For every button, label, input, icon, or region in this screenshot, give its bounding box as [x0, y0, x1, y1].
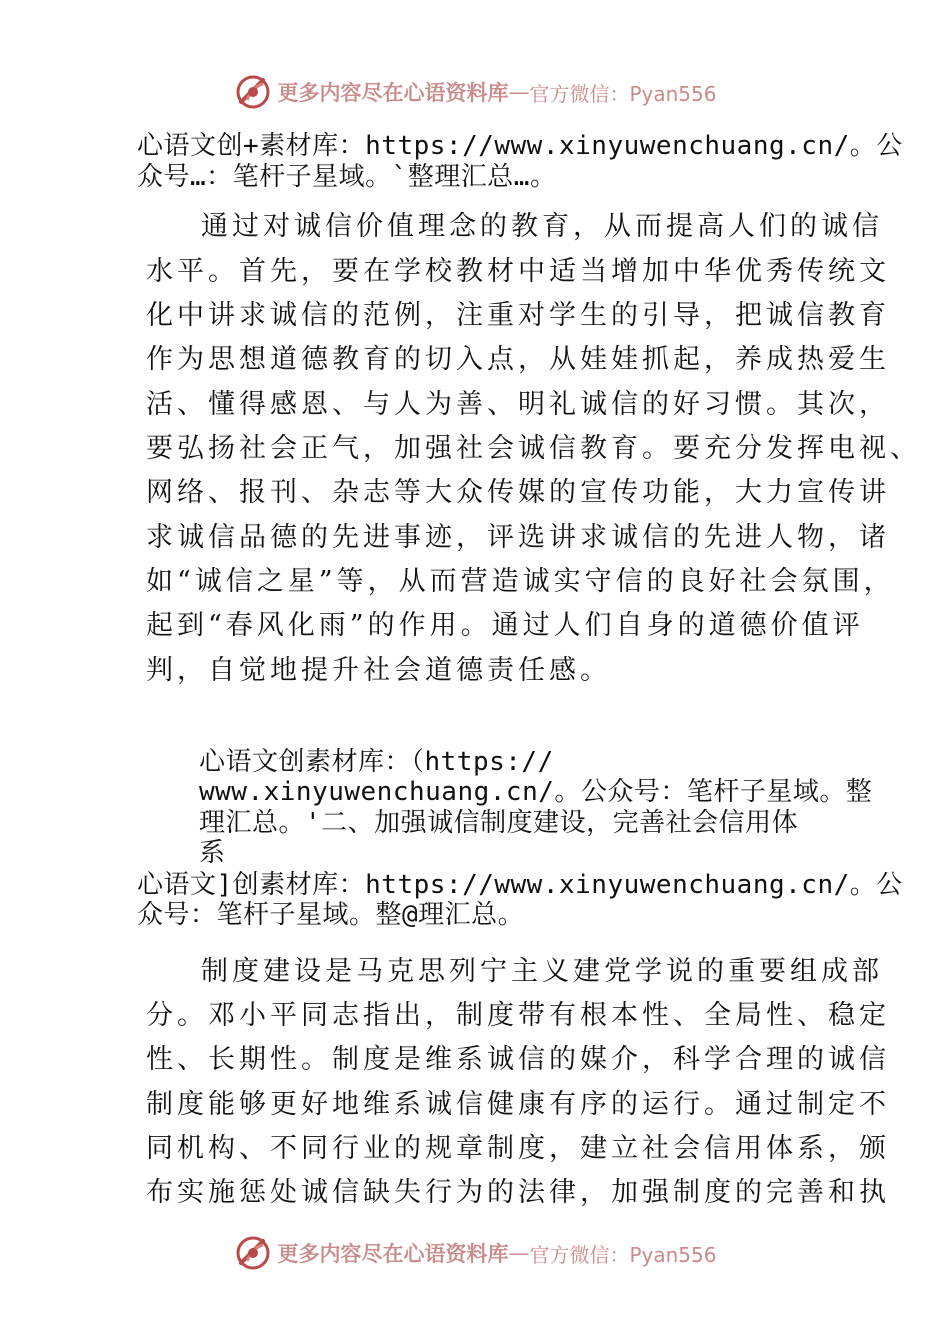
note-line: 众号：笔杆子星域。整@理汇总。 [137, 900, 525, 930]
paragraph-line: 制度建设是马克思列宁主义建党学说的重要组成部 [201, 956, 883, 987]
paragraph-line: 布实施惩处诚信缺失行为的法律，加强制度的完善和执 [146, 1177, 890, 1208]
paragraph-line: 同机构、不同行业的规章制度，建立社会信用体系，颁 [146, 1133, 890, 1164]
paragraph-line: 通过对诚信价值理念的教育，从而提高人们的诚信 [201, 211, 883, 242]
banner-wechat: 官方微信：Pyan556 [529, 1242, 717, 1267]
paragraph-line: 要弘扬社会正气，加强社会诚信教育。要充分发挥电视、 [146, 433, 921, 464]
note-line: 理汇总。'二、加强诚信制度建设，完善社会信用体 [199, 808, 799, 838]
note-line: 心语文创素材库：（https:// [199, 747, 554, 777]
note-line: www.xinyuwenchuang.cn/。公众号：笔杆子星域。整 [199, 777, 873, 807]
banner-separator: — [508, 1241, 530, 1265]
note-line: 心语文]创素材库：https://www.xinyuwenchuang.cn/。公 [137, 870, 903, 900]
banner-brand: 更多内容尽在心语资料库 [277, 1241, 509, 1266]
paragraph-line: 如“诚信之星”等，从而营造诚实守信的良好社会氛围， [146, 566, 895, 597]
paragraph-line: 判，自觉地提升社会道德责任感。 [146, 655, 611, 686]
paragraph-line: 起到“春风化雨”的作用。通过人们自身的道德价值评 [146, 610, 864, 641]
paragraph-line: 水平。首先，要在学校教材中适当增加中华优秀传统文 [146, 256, 890, 287]
banner-separator: — [508, 80, 530, 104]
paragraph-line: 化中讲求诚信的范例，注重对学生的引导，把诚信教育 [146, 300, 890, 331]
note-line: 众号…：笔杆子星域。`整理汇总…。 [137, 162, 557, 192]
paragraph-line: 性、长期性。制度是维系诚信的媒介，科学合理的诚信 [146, 1044, 890, 1075]
paragraph-line: 求诚信品德的先进事迹，评选讲求诚信的先进人物，诸 [146, 522, 890, 553]
banner-wechat: 官方微信：Pyan556 [529, 81, 717, 106]
banner-brand: 更多内容尽在心语资料库 [277, 80, 509, 105]
footer-banner [0, 1231, 950, 1275]
note-line: 心语文创+素材库：https://www.xinyuwenchuang.cn/。公 [137, 131, 903, 161]
paragraph-line: 活、懂得感恩、与人为善、明礼诚信的好习惯。其次， [146, 389, 890, 420]
paragraph-line: 网络、报刊、杂志等大众传媒的宣传功能，大力宣传讲 [146, 477, 890, 508]
header-banner [0, 70, 950, 114]
paragraph-line: 分。邓小平同志指出，制度带有根本性、全局性、稳定 [146, 1000, 890, 1031]
paragraph-line: 制度能够更好地维系诚信健康有序的运行。通过制定不 [146, 1089, 890, 1120]
note-line: 系 [199, 838, 226, 868]
logo-icon [233, 72, 273, 112]
logo-icon [233, 1233, 273, 1273]
paragraph-line: 作为思想道德教育的切入点，从娃娃抓起，养成热爱生 [146, 344, 890, 375]
